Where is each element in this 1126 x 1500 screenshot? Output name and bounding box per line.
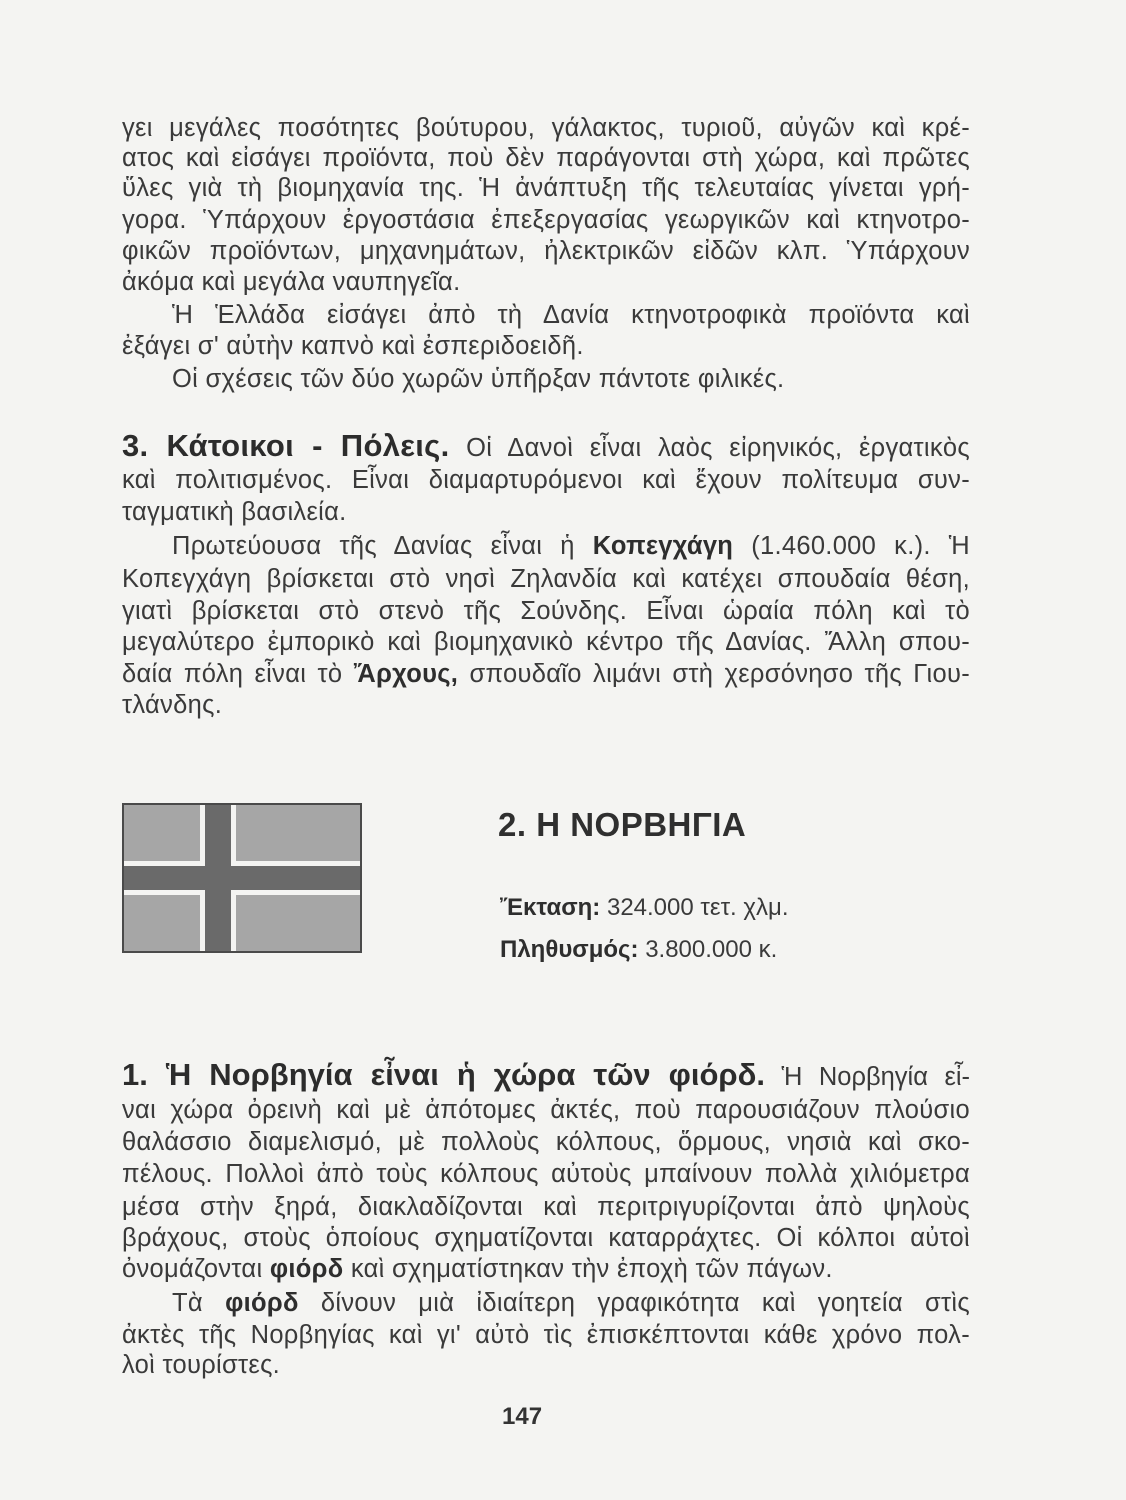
text-span: δίνουν μιὰ ἰδιαίτερη γραφικότητα καὶ γοητεία στὶς (320, 1289, 970, 1317)
population-fact (500, 935, 777, 965)
text-line: γορα. Ὑπάρχουν ἐργοστάσια ἐπεξεργασίας γεωργικῶν καὶ κτηνοτρο- (122, 206, 970, 234)
area-value: 324.000 τετ. χλμ. (606, 894, 789, 921)
text-line: Οἱ σχέσεις τῶν δύο χωρῶν ὑπῆρξαν πάντοτε φιλικές. (172, 365, 785, 393)
text-line: ἐξάγει σ' αὐτὴν καπνὸ καὶ ἐσπεριδοειδῆ. (122, 332, 584, 360)
text-line (172, 531, 970, 561)
section-1-first-line (122, 1058, 970, 1094)
section-1-heading: 1. Ἡ Νορβηγία εἶναι ἡ χώρα τῶν φιόρδ. (122, 1057, 765, 1092)
text-line: φικῶν προϊόντων, μηχανημάτων, ἠλεκτρικῶν εἰδῶν κλπ. Ὑπάρχουν (122, 237, 970, 265)
text-line: βράχους, στοὺς ὁποίους σχηματίζονται καταρράχτες. Οἱ κόλποι αὐτοὶ (122, 1224, 970, 1252)
text-span: Οἱ Δανοὶ εἶναι λαὸς εἰρηνικός, ἐργατικὸς (466, 434, 970, 462)
text-line: γιατὶ βρίσκεται στὸ στενὸ τῆς Σούνδης. Εἶναι ὡραία πόλη καὶ τὸ (122, 597, 970, 625)
text-line (122, 659, 970, 689)
page-number: 147 (502, 1403, 543, 1430)
section-3-first-line (122, 428, 970, 466)
population-label: Πληθυσμός: (500, 936, 639, 963)
city-name: Ἄρχους, (353, 660, 459, 688)
text-line: ταγματικὴ βασιλεία. (122, 498, 347, 526)
flag-cross-center (205, 805, 231, 951)
text-span: ὀνομάζονται (122, 1255, 263, 1283)
norway-flag-image (122, 803, 362, 953)
text-span: Πρωτεύουσα τῆς Δανίας εἶναι ἡ (172, 532, 575, 560)
text-line (172, 1288, 970, 1318)
area-label: Ἔκταση: (500, 894, 601, 921)
text-line: μεγαλύτερο ἐμπορικὸ καὶ βιομηχανικὸ κέντρο τῆς Δανίας. Ἄλλη σπου- (122, 628, 970, 656)
term-fjord: φιόρδ (225, 1289, 299, 1317)
country-title: 2. Η ΝΟΡΒΗΓΙΑ (498, 806, 747, 843)
flag-cross-horizontal (124, 861, 360, 895)
text-line: ἀκόμα καὶ μεγάλα ναυπηγεῖα. (122, 268, 461, 296)
text-line: λοὶ τουρίστες. (122, 1351, 281, 1379)
section-3-heading: 3. Κάτοικοι - Πόλεις. (122, 428, 450, 463)
text-line: ὕλες γιὰ τὴ βιομηχανία της. Ἡ ἀνάπτυξη τῆς τελευταίας γίνεται γρή- (122, 174, 970, 202)
text-line: καὶ πολιτισμένος. Εἶναι διαμαρτυρόμενοι καὶ ἔχουν πολίτευμα συν- (122, 466, 970, 494)
text-line: μέσα στὴν ξηρά, διακλαδίζονται καὶ περιτριγυρίζονται ἀπὸ ψηλοὺς (122, 1193, 970, 1221)
capital-name: Κοπεγχάγη (592, 532, 734, 560)
text-span: Τὰ (172, 1289, 203, 1317)
term-fjord: φιόρδ (269, 1255, 344, 1283)
text-line: ἀκτὲς τῆς Νορβηγίας καὶ γι' αὐτὸ τὶς ἐπισκέπτονται κάθε χρόνο πολ- (122, 1321, 970, 1349)
population-value: 3.800.000 κ. (645, 936, 778, 963)
text-line: ατος καὶ εἰσάγει προϊόντα, ποὺ δὲν παράγονται στὴ χώρα, καὶ πρῶτες (122, 144, 970, 172)
area-fact (500, 893, 788, 923)
text-line: θαλάσσιο διαμελισμό, μὲ πολλοὺς κόλπους, ὅρμους, νησιὰ καὶ σκο- (122, 1128, 970, 1156)
text-line: Κοπεγχάγη βρίσκεται στὸ νησὶ Ζηλανδία καὶ κατέχει σπουδαία θέση, (122, 565, 970, 593)
text-span: καὶ σχηματίστηκαν τὴν ἐποχὴ τῶν πάγων. (350, 1255, 833, 1283)
text-span: (1.460.000 κ.). Ἡ (751, 532, 970, 560)
text-span: Ἡ Νορβηγία εἶ- (781, 1063, 970, 1091)
text-span: δαία πόλη εἶναι τὸ (122, 660, 343, 688)
text-line (122, 1254, 970, 1284)
text-line: ναι χώρα ὀρεινὴ καὶ μὲ ἀπότομες ἀκτές, ποὺ παρουσιάζουν πλούσιο (122, 1096, 970, 1124)
text-line: τλάνδης. (122, 691, 223, 719)
text-span: σπουδαῖο λιμάνι στὴ χερσόνησο τῆς Γιου- (469, 660, 970, 688)
text-line: Ἡ Ἑλλάδα εἰσάγει ἀπὸ τὴ Δανία κτηνοτροφικὰ προϊόντα καὶ (172, 301, 970, 329)
text-line: πέλους. Πολλοὶ ἀπὸ τοὺς κόλπους αὐτοὺς μπαίνουν πολλὰ χιλιόμετρα (122, 1160, 970, 1188)
text-line: γει μεγάλες ποσότητες βούτυρου, γάλακτος, τυριοῦ, αὐγῶν καὶ κρέ- (122, 114, 970, 142)
